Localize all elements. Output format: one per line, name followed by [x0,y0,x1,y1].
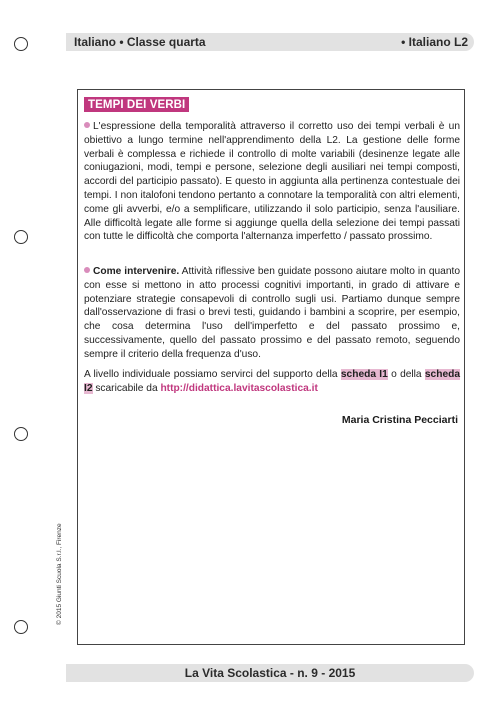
resources-text-pre: A livello individuale possiamo servirci del supporto della [84,369,341,380]
paragraph-resources [84,368,460,396]
paragraph-intervention [84,265,460,362]
author-name: Maria Cristina Pecciarti [341,414,458,426]
section-title: TEMPI DEI VERBI [84,97,189,112]
website-link[interactable]: http://didattica.lavitascolastica.it [160,382,318,394]
header-section: • Italiano L2 [401,35,468,49]
binder-hole-4 [14,620,28,634]
intervention-text: Attività riflessive ben guidate possono aiutare molto in quanto con esse si mettono in atto processi cognitivi importanti, in grado di attivare e potenziare strategie consapevoli di controllo sugli usi. Partiamo dunque sempre dall'osservazione di frasi o brevi testi, guidando i bambini a scoprire, per esempio, che cosa determina l'uso dell'imperfetto e del passato prossimo e, successivamente, quello del passato prossimo e del passato remoto, seguendo sempre il criterio della frequenza d'uso. [84,266,460,360]
page-footer [66,664,474,682]
scheda-i1-link[interactable]: scheda I1 [340,369,388,380]
binder-hole-1 [14,37,28,51]
intervention-heading: Come intervenire. [93,266,180,277]
bullet-icon [84,122,90,128]
header-subject: Italiano • Classe quarta [74,35,206,49]
page-header [66,33,474,51]
binder-hole-3 [14,427,28,441]
copyright-notice: © 2015 Giunti Scuola S.r.l., Firenze [56,523,63,625]
paragraph-intro-text: L'espressione della temporalità attraverso il corretto uso dei tempi verbali è un obiettivo a lungo termine nell'apprendimento della L2. La gestione delle forme verbali è complessa e richiede il controllo di molte variabili (desinenze legate alle coniugazioni, modi, tempi e persone, selezione degli ausiliari nei tempi composti, accordi del participio passato). E questo in aggiunta alla pertinenza contestuale dei tempi. I non italofoni tendono pertanto a connotare la temporalità con altri elementi, come gli avverbi, e/o a semplificare, utilizzando il solo participio, senza l'ausiliare. Alle difficoltà legate alle forme si aggiunge quella della selezione dei tempi passati con tutte le difficoltà che comporta l'alternanza imperfetto / passato prossimo. [84,121,460,243]
resources-text-post: scaricabile da [92,382,161,394]
paragraph-intro [84,120,460,244]
binder-hole-2 [14,230,28,244]
scheda-i2-link[interactable]: scheda I2 [84,369,460,394]
bullet-icon [84,267,90,273]
resources-text-mid: o della [387,369,425,380]
footer-text: La Vita Scolastica - n. 9 - 2015 [184,666,356,680]
